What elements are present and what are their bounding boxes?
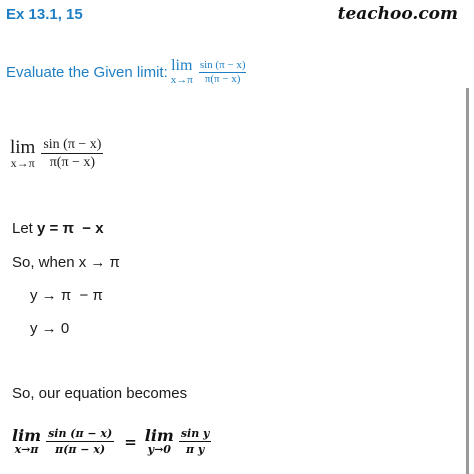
brand-logo: teachoo.com <box>337 4 458 24</box>
exercise-title: Ex 13.1, 15 <box>6 6 83 23</box>
scrollbar[interactable] <box>466 88 469 474</box>
question-denominator: π(π − x) <box>204 72 241 85</box>
question-label: Evaluate the Given limit: <box>6 63 168 81</box>
left-numerator: sin (π − x) <box>48 427 113 440</box>
left-fraction <box>46 426 114 457</box>
question-fraction <box>199 59 247 86</box>
right-numerator: sin y <box>180 427 210 440</box>
main-limit-expression <box>10 136 103 171</box>
question-line <box>6 58 246 86</box>
equation-becomes-statement: So, our equation becomes <box>12 385 188 402</box>
left-lim-word: lim <box>12 426 42 445</box>
main-lim-subscript: x→π <box>10 155 35 170</box>
main-fraction <box>41 136 103 171</box>
let-prefix: Let <box>12 220 38 237</box>
let-expression: y = π − x <box>37 220 104 237</box>
question-limit <box>171 58 193 86</box>
y-step-one: y → π − π <box>30 287 103 304</box>
right-fraction <box>179 426 212 457</box>
y-step-two: y → 0 <box>30 320 70 337</box>
main-limit <box>10 138 35 170</box>
equals-sign: = <box>124 432 137 451</box>
let-statement <box>12 220 104 237</box>
main-lim-word: lim <box>10 136 36 158</box>
right-limit <box>145 427 174 456</box>
main-numerator: sin (π − x) <box>43 137 102 152</box>
left-denominator: π(π − x) <box>55 443 106 456</box>
left-limit <box>12 427 41 456</box>
question-lim-word: lim <box>171 57 193 74</box>
so-when-statement: So, when x → π <box>12 254 120 271</box>
left-lim-subscript: x→π <box>14 443 39 456</box>
final-equation <box>12 426 211 457</box>
question-numerator: sin (π − x) <box>199 58 246 71</box>
right-lim-subscript: y→0 <box>147 443 171 456</box>
right-lim-word: lim <box>144 426 174 445</box>
main-denominator: π(π − x) <box>49 155 96 170</box>
question-lim-subscript: x→π <box>170 74 193 86</box>
right-denominator: π y <box>186 443 205 456</box>
